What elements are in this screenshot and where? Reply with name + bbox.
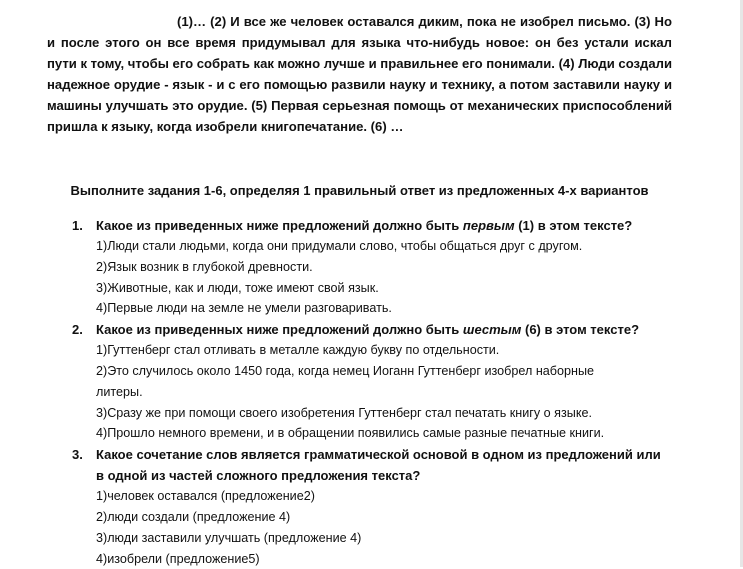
question-emphasis: шестым: [462, 322, 522, 338]
answer-options: [96, 340, 641, 444]
question-number: 2.: [72, 322, 83, 338]
answer-options: [96, 486, 641, 569]
answer-option: 1)человек оставался (предложение2): [96, 489, 315, 504]
question-3: [0, 444, 743, 569]
question-suffix: (6) в этом тексте?: [521, 322, 640, 338]
answer-option: 2)люди создали (предложение 4): [96, 509, 291, 524]
question-emphasis: первым: [462, 218, 515, 233]
question-number: 3.: [72, 447, 83, 463]
answer-option: 4)изобрели (предложение5): [96, 551, 260, 566]
task-list: [0, 215, 743, 569]
question-prefix: Какое сочетание слов является грамматической основой в одном из предложений или в одной из частей сложного предложения текста?: [96, 447, 661, 484]
question-text: [96, 444, 671, 486]
instructions-heading: Выполните задания 1-6, определяя 1 правильный ответ из предложенных 4-х вариантов: [70, 183, 649, 198]
intro-paragraph: (1)… (2) И все же человек оставался диким, пока не изобрел письмо. (3) Но и после этого он все время придумывал для языка что-нибудь новое: он без устали искал пути к тому, чтобы его собрать как можно лучше и правильнее его понимали. (4) Люди создали надежное орудие - язык - и с его помощью развили науку и технику, а потом заставили науку и машины улучшать это орудие. (5) Первая серьезная помощь от механических приспособлений пришла к языку, когда изобрели книгопечатание. (6) …: [47, 14, 672, 134]
answer-option: 3)люди заставили улучшать (предложение 4): [96, 530, 362, 545]
question-prefix: Какое из приведенных ниже предложений должно быть: [96, 218, 463, 233]
answer-option: 4)Первые люди на земле не умели разговаривать.: [96, 301, 392, 316]
question-number: 1.: [72, 218, 83, 233]
answer-option: 1)Гуттенберг стал отливать в металле каждую букву по отдельности.: [96, 343, 500, 358]
question-text: [96, 319, 671, 340]
question-2: [0, 319, 743, 444]
question-suffix: (1) в этом тексте?: [514, 218, 633, 233]
answer-option: 4)Прошло немного времени, и в обращении появились самые разные печатные книги.: [96, 426, 605, 441]
answer-option: 3)Животные, как и люди, тоже имеют свой язык.: [96, 280, 379, 295]
question-1: [0, 215, 743, 319]
answer-option: 3)Сразу же при помощи своего изобретения Гуттенберг стал печатать книгу о языке.: [96, 405, 592, 420]
answer-option: 1)Люди стали людьми, когда они придумали слово, чтобы общаться друг с другом.: [96, 239, 583, 253]
answer-option: 2)Это случилось около 1450 года, когда немец Иоганн Гуттенберг изобрел наборные литеры.: [96, 363, 595, 399]
question-prefix: Какое из приведенных ниже предложений должно быть: [96, 322, 463, 338]
question-text: [96, 215, 671, 236]
answer-options: [96, 236, 641, 319]
answer-option: 2)Язык возник в глубокой древности.: [96, 259, 313, 274]
